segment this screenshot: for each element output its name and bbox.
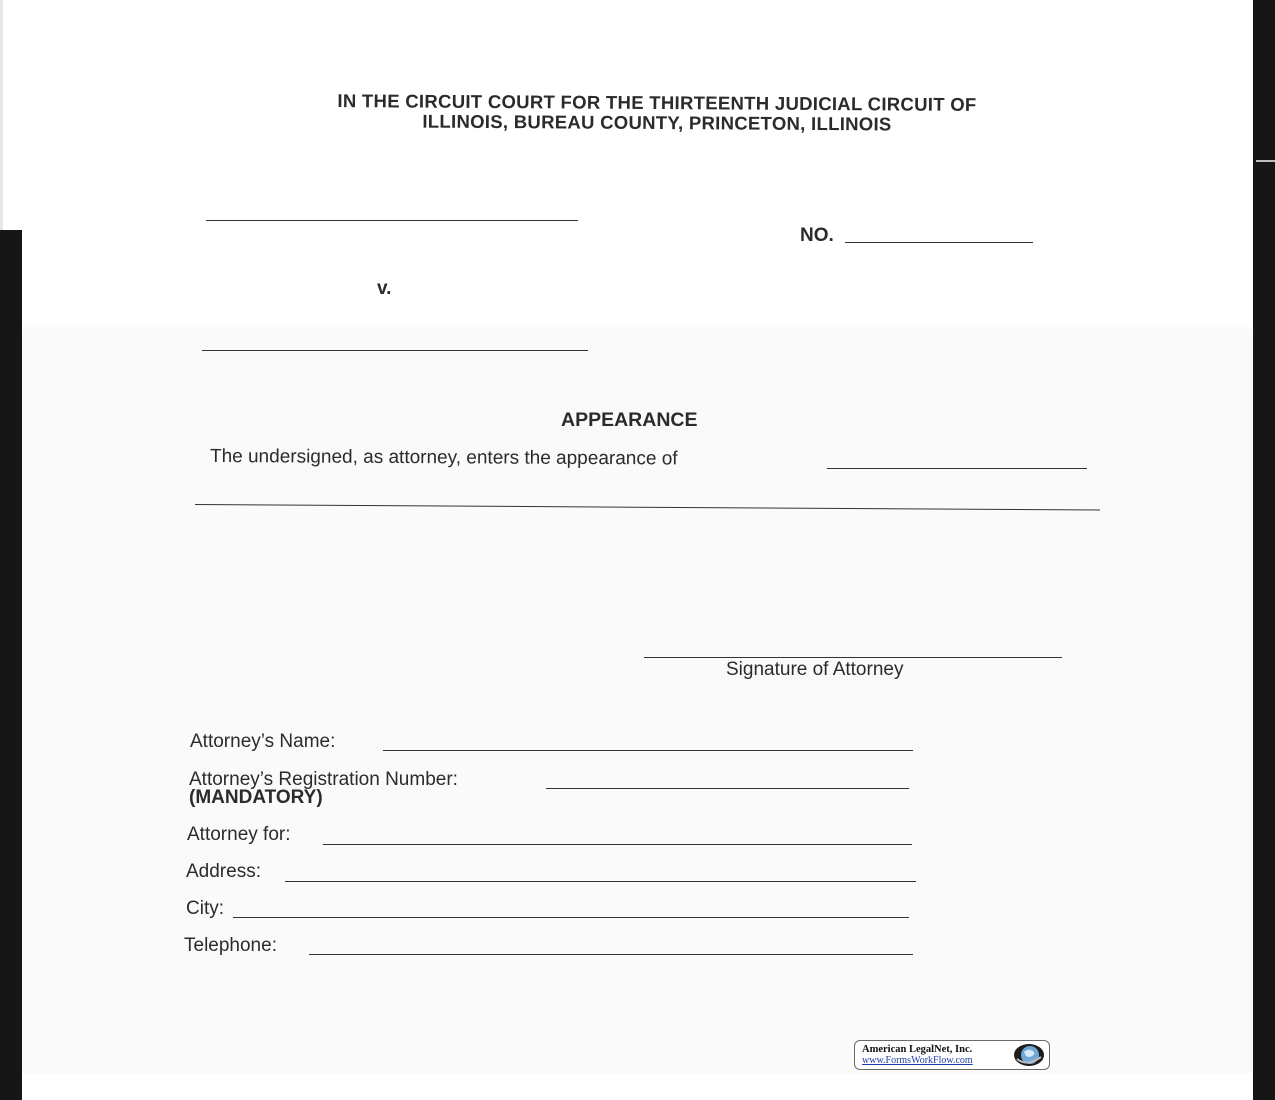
telephone-label: Telephone: xyxy=(184,935,277,956)
form-title: APPEARANCE xyxy=(561,409,698,431)
signature-blank-line[interactable] xyxy=(644,657,1062,658)
appearance-second-blank-line[interactable] xyxy=(195,504,1100,511)
appearance-statement: The undersigned, as attorney, enters the appearance of xyxy=(209,446,678,470)
city-blank-line[interactable] xyxy=(233,917,909,918)
attorney-for-label: Attorney for: xyxy=(187,824,291,845)
case-number-label: NO. xyxy=(800,225,834,246)
city-label: City: xyxy=(186,898,224,919)
registration-number-blank-line[interactable] xyxy=(546,788,909,789)
registration-number-label: Attorney’s Registration Number: xyxy=(189,769,458,790)
address-blank-line[interactable] xyxy=(285,881,916,882)
scan-edge-notch xyxy=(1256,160,1275,162)
american-legalnet-logo[interactable] xyxy=(854,1040,1050,1070)
globe-icon xyxy=(1011,1043,1045,1067)
mandatory-note: (MANDATORY) xyxy=(189,787,323,808)
attorney-name-label: Attorney’s Name: xyxy=(190,731,336,752)
address-label: Address: xyxy=(186,861,261,882)
appearance-party-blank-line[interactable] xyxy=(827,468,1087,469)
scan-edge-right xyxy=(1253,0,1275,1100)
court-header-line-1: IN THE CIRCUIT COURT FOR THE THIRTEENTH JUDICIAL CIRCUIT OF xyxy=(337,90,977,115)
court-header-line-2: ILLINOIS, BUREAU COUNTY, PRINCETON, ILLINOIS xyxy=(422,110,892,135)
versus-label: v. xyxy=(377,278,392,299)
plaintiff-blank-line[interactable] xyxy=(206,220,578,221)
telephone-blank-line[interactable] xyxy=(309,954,913,955)
logo-website-link[interactable]: www.FormsWorkFlow.com xyxy=(862,1055,973,1066)
case-number-blank-line[interactable] xyxy=(845,242,1033,243)
scan-edge-left xyxy=(0,230,22,1100)
scan-edge-bottom xyxy=(22,1073,1253,1100)
attorney-for-blank-line[interactable] xyxy=(323,844,912,845)
attorney-name-blank-line[interactable] xyxy=(383,750,913,751)
logo-company-name: American LegalNet, Inc. xyxy=(862,1044,973,1055)
signature-label: Signature of Attorney xyxy=(726,659,904,680)
scan-edge-left-fade xyxy=(0,0,3,230)
defendant-blank-line[interactable] xyxy=(202,350,588,351)
